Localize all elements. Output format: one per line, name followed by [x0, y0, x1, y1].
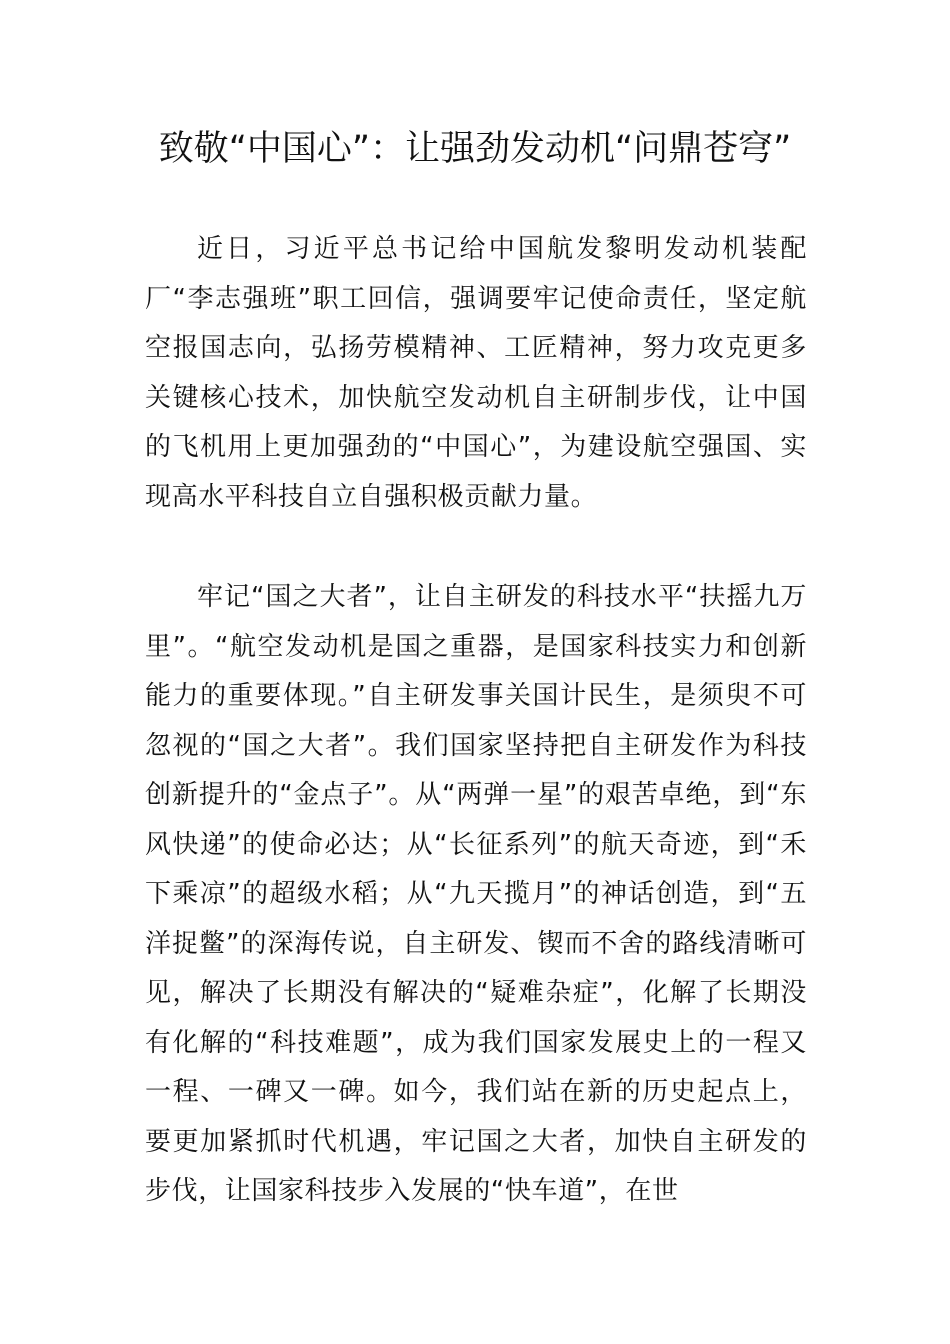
- paragraph-2: 牢记“国之大者”，让自主研发的科技水平“扶摇九万里”。“航空发动机是国之重器，是国家科技实力和创新能力的重要体现。”自主研发事关国计民生，是须臾不可忽视的“国之大者”。我们国家坚持把自主研发作为科技创新提升的“金点子”。从“两弹一星”的艰苦卓绝，到“东风快递”的使命必达；从“长征系列”的航天奇迹，到“禾下乘凉”的超级水稻；从“九天揽月”的神话创造，到“五洋捉鳖”的深海传说，自主研发、锲而不舍的路线清晰可见，解决了长期没有解决的“疑难杂症”，化解了长期没有化解的“科技难题”，成为我们国家发展史上的一程又一程、一碑又一碑。如今，我们站在新的历史起点上，要更加紧抓时代机遇，牢记国之大者，加快自主研发的步伐，让国家科技步入发展的“快车道”，在世: [145, 582, 807, 1206]
- paragraph-1: 近日，习近平总书记给中国航发黎明发动机装配厂“李志强班”职工回信，强调要牢记使命责任，坚定航空报国志向，弘扬劳模精神、工匠精神，努力攻克更多关键核心技术，加快航空发动机自主研制步伐，让中国的飞机用上更加强劲的“中国心”，为建设航空强国、实现高水平科技自立自强积极贡献力量。: [145, 234, 807, 512]
- document-title: 致敬“中国心”：让强劲发动机“问鼎苍穹”: [158, 129, 792, 169]
